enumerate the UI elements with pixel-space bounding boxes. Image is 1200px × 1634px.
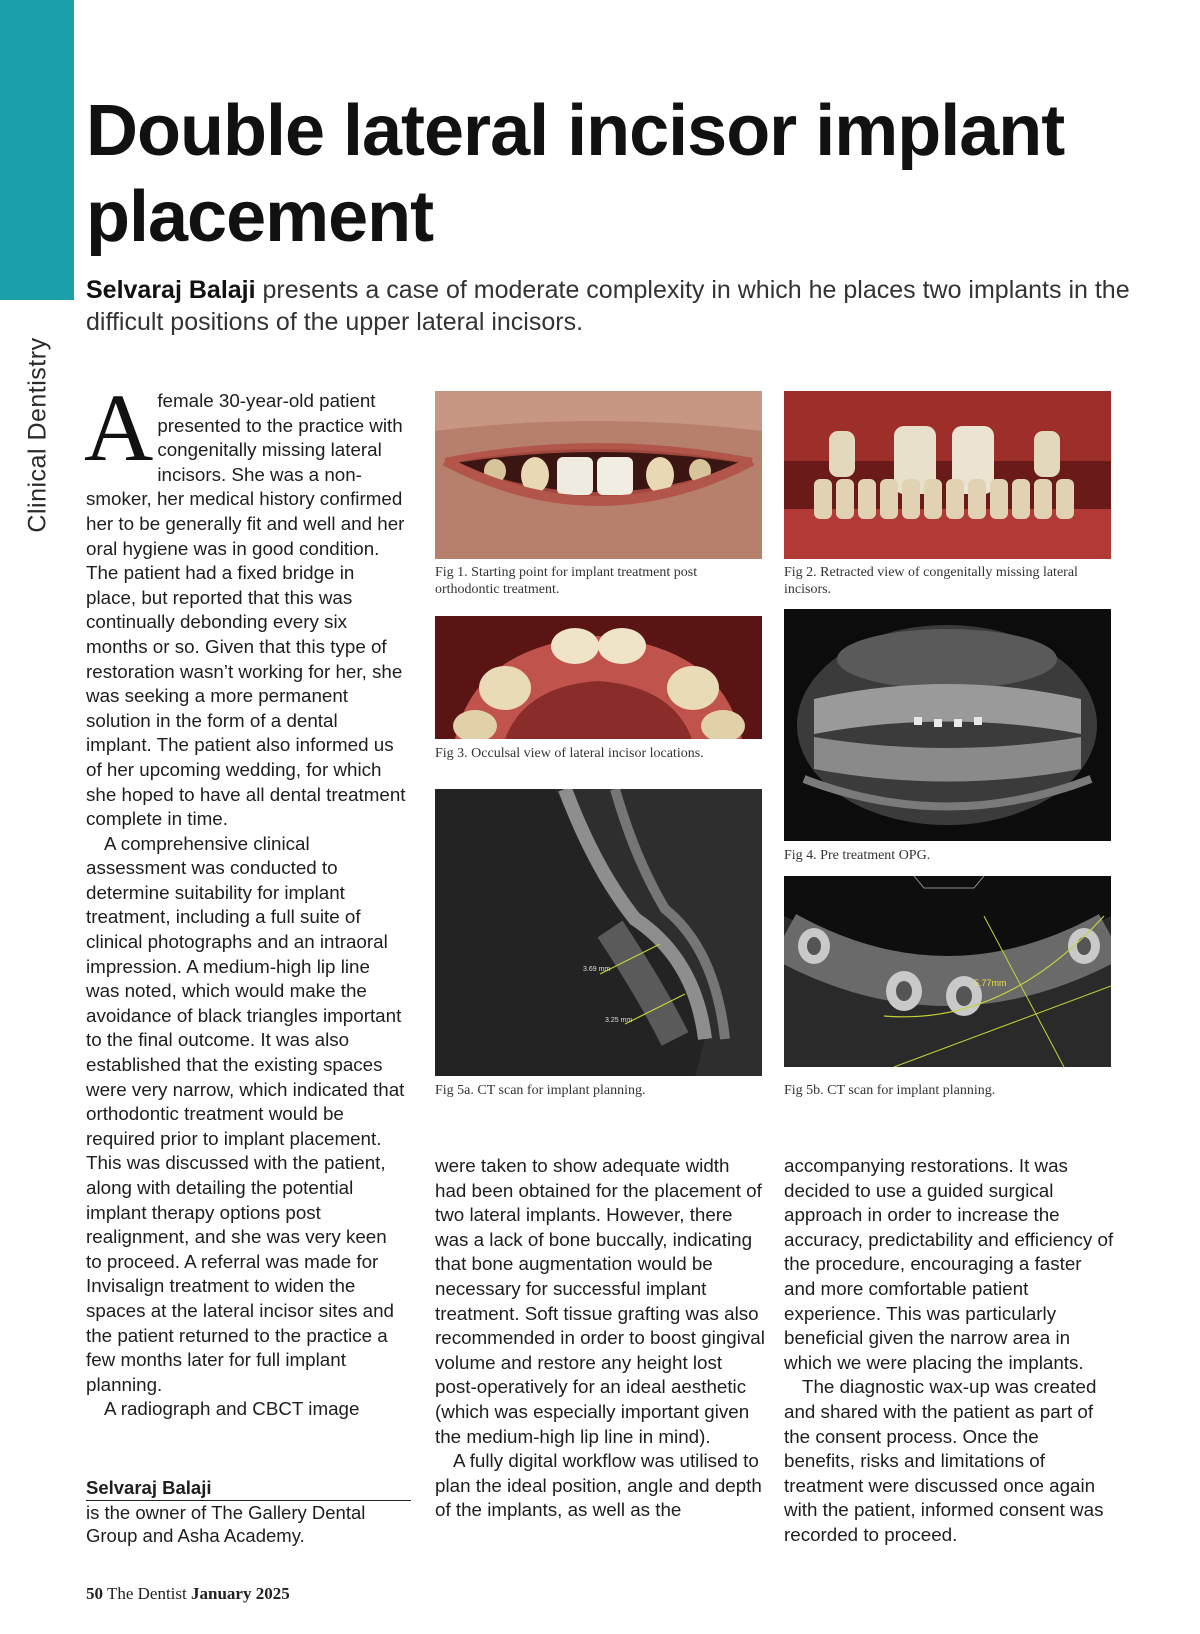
figure-3-occlusal-photo [435,616,762,739]
figure-1-caption: Fig 1. Starting point for implant treatment post orthodontic treatment. [435,565,698,597]
figure-4-caption: Fig 4. Pre treatment OPG. [784,848,931,863]
article-title: Double lateral incisor implant placement [86,91,1065,257]
standfirst [86,274,1146,338]
ct-measurement-label: 3.25 mm [605,1017,633,1024]
figure-1-smile-photo [435,391,762,559]
standfirst-text: presents a case of moderate complexity in which he places two implants in the difficult positions of the upper lateral incisors. [86,276,1130,336]
page-number: 50 [86,1584,103,1603]
ct-measurement-label: 3.69 mm [583,966,611,973]
body-paragraph: A radiograph and CBCT image [104,1398,360,1420]
figure-5b-caption: Fig 5b. CT scan for implant planning. [784,1083,996,1098]
body-column-3 [784,1154,1114,1548]
figure-5a-caption: Fig 5a. CT scan for implant planning. [435,1083,646,1098]
section-label: Clinical Dentistry [23,337,52,533]
page-footer [86,1584,290,1604]
figure-5a-ct-scan [435,789,762,1076]
figure-2-caption: Fig 2. Retracted view of congenitally missing lateral incisors. [784,565,1078,597]
body-paragraph: The diagnostic wax-up was created and shared with the patient as part of the consent process. Once the benefits, risks and limitations of treatment were discussed once again with the patient, informed consent was recorded to proceed. [784,1376,1104,1545]
figure-2-retracted-photo [784,391,1111,559]
figure-4-opg-xray [784,609,1111,841]
author-box [86,1476,411,1547]
ct-measurement-label: 5.77mm [974,978,1007,988]
body-paragraph: were taken to show adequate width had been obtained for the placement of two lateral implants. However, there was a lack of bone buccally, indicating that bone augmentation would be necessary for successful implant treatment. Soft tissue grafting was also recommended in order to boost gingival volume and restore any height lost post-operatively for an ideal aesthetic (which was especially important given the medium-high lip line in mind). [435,1155,765,1447]
section-color-bar [0,0,74,300]
body-paragraph: accompanying restorations. It was decided to use a guided surgical approach in order to increase the accuracy, predictability and efficiency of the procedure, encouraging a faster and more comfortable patient experience. This was particularly beneficial given the narrow area in which we were placing the implants. [784,1155,1114,1373]
magazine-name: The Dentist [106,1584,187,1603]
author-name: Selvaraj Balaji [86,1476,411,1501]
body-paragraph: female 30-year-old patient presented to the practice with congenitally missing lateral incisors. She was a non-smoker, her medical history confirmed her to be generally fit and well and her oral hygiene was in good condition. The patient had a fixed bridge in place, but reported that this was continually debonding every six months or so. Given that this type of restoration wasn’t working for her, she was seeking a more permanent solution in the form of a dental implant. The patient also informed us of her upcoming wedding, for which she hoped to have all dental treatment complete in time. [86,390,406,830]
body-column-1 [84,374,406,1422]
author-bio: is the owner of The Gallery Dental Group and Asha Academy. [86,1502,366,1546]
figure-3-caption: Fig 3. Occulsal view of lateral incisor locations. [435,746,704,761]
drop-cap: A [84,374,154,481]
standfirst-author: Selvaraj Balaji [86,276,256,304]
issue-date: January 2025 [191,1584,290,1603]
body-paragraph: A comprehensive clinical assessment was conducted to determine suitability for implant treatment, including a full suite of clinical photographs and an intraoral impression. A medium-high lip line was noted, which would make the avoidance of black triangles important to the final outcome. It was also established that the existing spaces were very narrow, which indicated that orthodontic treatment would be required prior to implant placement. This was discussed with the patient, along with detailing the potential implant therapy options post realignment, and she was very keen to proceed. A referral was made for Invisalign treatment to widen the spaces at the lateral incisor sites and the patient returned to the practice a few months later for full implant planning. [86,832,405,1395]
body-column-2 [435,1154,765,1523]
body-paragraph: A fully digital workflow was utilised to plan the ideal position, angle and depth of the implants, as well as the [435,1450,762,1521]
figure-5b-ct-scan [784,876,1111,1067]
